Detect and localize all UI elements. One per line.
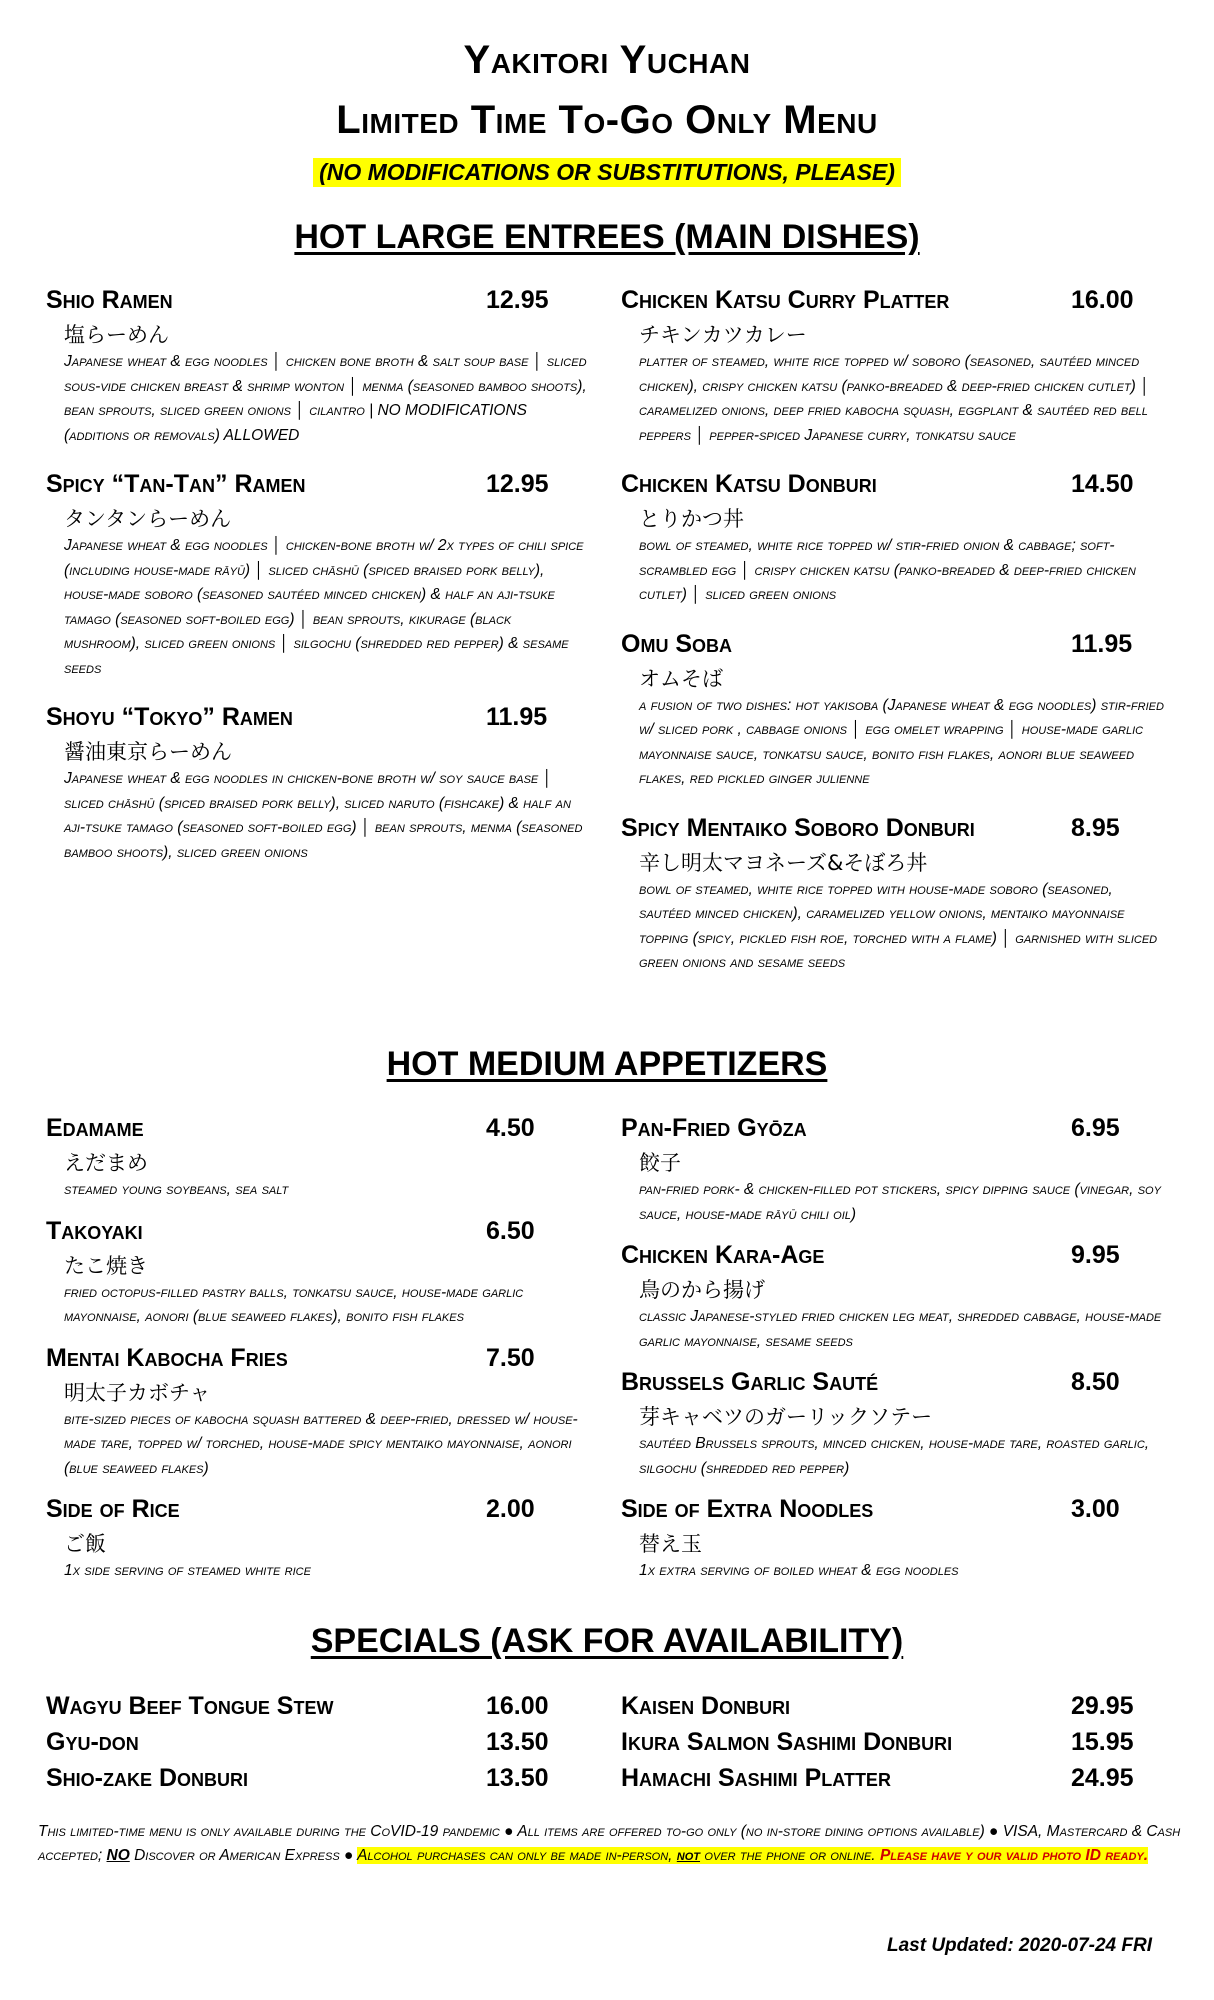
menu-item-price: 8.95 <box>1071 813 1120 842</box>
specials-left-column <box>46 1692 596 1800</box>
menu-item-description: 1x extra serving of boiled wheat & egg noodles <box>639 1562 959 1579</box>
menu-item-japanese-name: えだまめ <box>64 1151 148 1175</box>
menu-item-name: Mentai Kabocha Fries <box>46 1343 288 1372</box>
menu-item-name: Shoyu “Tokyo” Ramen <box>46 703 293 731</box>
menu-item-name: Edamame <box>46 1114 144 1142</box>
restaurant-title: Yakitori Yuchan <box>463 38 751 82</box>
special-item <box>46 1728 596 1764</box>
special-item-name: Ikura Salmon Sashimi Donburi <box>621 1728 953 1756</box>
menu-item-header <box>621 1495 1171 1527</box>
menu-item-name: Side of Rice <box>46 1495 180 1523</box>
menu-item-header <box>46 286 596 318</box>
menu-item-japanese-name: 塩らーめん <box>64 323 169 347</box>
special-item <box>46 1764 596 1800</box>
special-item-name: Gyu-don <box>46 1728 139 1756</box>
menu-item-header <box>46 470 596 502</box>
menu-item-japanese-name: チキンカツカレー <box>639 323 807 347</box>
menu-item-price: 6.95 <box>1071 1114 1120 1142</box>
menu-item <box>621 286 1171 448</box>
menu-item <box>621 470 1171 608</box>
special-item <box>621 1692 1171 1728</box>
menu-item-price: 9.95 <box>1071 1241 1120 1269</box>
menu-item-name: Omu Soba <box>621 629 733 658</box>
footer-no-word: NO <box>106 1847 130 1864</box>
menu-item-price: 3.00 <box>1071 1495 1120 1523</box>
menu-item-japanese-name: タンタンらーめん <box>64 507 232 531</box>
menu-item-japanese-name: 辛し明太マヨネーズ&そぼろ丼 <box>639 850 928 875</box>
menu-item-price: 4.50 <box>486 1114 535 1142</box>
menu-item-price: 2.00 <box>486 1495 535 1523</box>
menu-item-header <box>621 1241 1171 1273</box>
menu-item <box>621 1114 1171 1227</box>
entrees-left-column <box>46 286 596 887</box>
specials-heading-text: SPECIALS (ASK FOR AVAILABILITY) <box>310 1622 904 1660</box>
menu-item <box>621 1241 1171 1354</box>
menu-item-price: 14.50 <box>1071 470 1134 498</box>
menu-item <box>621 1368 1171 1481</box>
menu-item-name: Spicy Mentaiko Soboro Donburi <box>621 813 975 842</box>
menu-item-description: 1x side serving of steamed white rice <box>64 1562 311 1579</box>
photo-id-notice: Please have y our valid photo ID ready. <box>879 1847 1149 1864</box>
special-item-name: Hamachi Sashimi Platter <box>621 1764 891 1792</box>
specials-right-column <box>621 1692 1171 1800</box>
menu-item-header <box>621 814 1171 846</box>
entrees-heading-text: HOT LARGE ENTREES (MAIN DISHES) <box>294 218 920 256</box>
menu-item-description: bowl of steamed, white rice topped with house-made soboro (seasoned, sautéed minced chicken), caramelized yellow onions, mentaiko mayonnaise topping (spicy, pickled fish roe, torched with a flame) │ garnished with sliced green onions and sesame seeds <box>639 880 1158 971</box>
no-modifications-notice: (NO MODIFICATIONS OR SUBSTITUTIONS, PLEASE) <box>313 158 901 187</box>
special-item-price: 24.95 <box>1071 1764 1134 1792</box>
menu-item-name: Chicken Katsu Donburi <box>621 470 877 498</box>
special-item-price: 16.00 <box>486 1692 549 1720</box>
menu-item-japanese-name: 替え玉 <box>639 1532 702 1556</box>
menu-item <box>621 814 1171 976</box>
specials-heading <box>0 1622 1214 1661</box>
menu-item-japanese-name: ご飯 <box>64 1532 106 1556</box>
menu-item-name: Spicy “Tan-Tan” Ramen <box>46 470 306 498</box>
menu-item-japanese-name: 明太子カボチャ <box>64 1380 211 1405</box>
menu-item-price: 11.95 <box>1071 629 1133 658</box>
entrees-right-column <box>621 286 1171 998</box>
entrees-heading <box>0 218 1214 257</box>
menu-item-header <box>621 470 1171 502</box>
menu-item-description: a fusion of two dishes: hot yakisoba (Japanese wheat & egg noodles) stir-fried w/ sliced pork , cabbage onions │ egg omelet wrapping │ house-made garlic mayonnaise sauce, tonkatsu sauce, bonito fish flakes, aonori blue seaweed flakes, red pickled ginger julienne <box>639 696 1164 787</box>
menu-item <box>46 1217 596 1330</box>
menu-item <box>621 630 1171 792</box>
special-item-name: Wagyu Beef Tongue Stew <box>46 1692 334 1720</box>
menu-item-description: classic Japanese-styled fried chicken leg meat, shredded cabbage, house-made garlic mayonnaise, sesame seeds <box>639 1308 1162 1350</box>
menu-item-description: bite-sized pieces of kabocha squash battered & deep-fried, dressed w/ house-made tare, topped w/ torched, house-made spicy mentaiko mayonnaise, aonori (blue seaweed flakes) <box>64 1410 578 1477</box>
menu-item-name: Chicken Katsu Curry Platter <box>621 286 950 314</box>
menu-item-japanese-name: 醤油東京らーめん <box>64 740 232 764</box>
menu-item-name: Brussels Garlic Sauté <box>621 1368 879 1396</box>
appetizers-heading-text: HOT MEDIUM APPETIZERS <box>386 1045 828 1083</box>
special-item-price: 13.50 <box>486 1764 549 1792</box>
menu-item-header <box>46 703 596 735</box>
menu-item-name: Shio Ramen <box>46 286 173 314</box>
special-item <box>621 1764 1171 1800</box>
menu-item-japanese-name: たこ焼き <box>64 1253 148 1278</box>
menu-item <box>46 1344 596 1482</box>
menu-item-header <box>621 286 1171 318</box>
appetizers-left-column <box>46 1114 596 1598</box>
special-item-price: 13.50 <box>486 1728 549 1756</box>
special-item-name: Shio-zake Donburi <box>46 1764 248 1792</box>
menu-item-header <box>621 1114 1171 1146</box>
menu-item-header <box>46 1344 596 1376</box>
menu-item-description: pan-fried pork- & chicken-filled pot stickers, spicy dipping sauce (vinegar, soy sauce, house-made rāyū chili oil) <box>639 1181 1161 1223</box>
menu-item-japanese-name: とりかつ丼 <box>639 507 744 531</box>
menu-item-price: 6.50 <box>486 1216 535 1245</box>
menu-item-price: 12.95 <box>486 286 549 314</box>
menu-item-name: Chicken Kara-Age <box>621 1241 825 1269</box>
menu-item-header <box>621 630 1171 662</box>
menu-item-description: steamed young soybeans, sea salt <box>64 1181 289 1198</box>
notice-wrapper <box>0 158 1214 187</box>
menu-item <box>46 286 596 448</box>
special-item-name: Kaisen Donburi <box>621 1692 791 1720</box>
appetizers-heading <box>0 1045 1214 1084</box>
alcohol-not-word: not <box>676 1847 701 1864</box>
menu-item-header <box>46 1495 596 1527</box>
menu-item-header <box>46 1217 596 1249</box>
menu-item-price: 12.95 <box>486 470 549 498</box>
menu-item <box>46 1495 596 1584</box>
menu-item <box>46 703 596 865</box>
alcohol-text-b: over the phone or online. <box>700 1847 880 1864</box>
menu-item-header <box>621 1368 1171 1400</box>
menu-item-name: Takoyaki <box>46 1216 143 1245</box>
menu-item-description: bowl of steamed, white rice topped w/ stir-fried onion & cabbage; soft-scrambled egg │ crispy chicken katsu (panko-breaded & deep-fried chicken cutlet) │ sliced green onions <box>639 537 1136 603</box>
menu-item-description: Japanese wheat & egg noodles │ chicken bone broth & salt soup base │ sliced sous-vide chicken breast & shrimp wonton │ menma (seasoned bamboo shoots), bean sprouts, sliced green onions │ cilantro | NO MODIFICATIONS (additions or removals) ALLOWED <box>64 353 587 444</box>
special-item-price: 15.95 <box>1071 1728 1134 1756</box>
menu-item-japanese-name: 鳥のから揚げ <box>639 1278 765 1302</box>
footer-text-2: Discover or American Express ● <box>129 1847 358 1864</box>
menu-item <box>46 1114 596 1203</box>
menu-item-name: Pan-Fried Gyōza <box>621 1114 807 1142</box>
menu-item-description: sautéed Brussels sprouts, minced chicken, house-made tare, roasted garlic, silgochu (shredded red pepper) <box>639 1435 1150 1477</box>
menu-item-name: Side of Extra Noodles <box>621 1495 874 1523</box>
menu-item <box>46 470 596 681</box>
menu-item-description: fried octopus-filled pastry balls, tonkatsu sauce, house-made garlic mayonnaise, aonori (blue seaweed flakes), bonito fish flakes <box>64 1283 524 1325</box>
menu-item-description: Japanese wheat & egg noodles in chicken-bone broth w/ soy sauce base │ sliced chāshū (spiced braised pork belly), sliced naruto (fishcake) & half an aji-tsuke tamago (seasoned soft-boiled egg) │ bean sprouts, menma (seasoned bamboo shoots), sliced green onions <box>64 770 583 861</box>
menu-item-header <box>46 1114 596 1146</box>
menu-item <box>621 1495 1171 1584</box>
alcohol-text-a: Alcohol purchases can only be made in-person, <box>357 1847 677 1864</box>
menu-item-description: platter of steamed, white rice topped w/ soboro (seasoned, sautéed minced chicken), crispy chicken katsu (panko-breaded & deep-fried chicken cutlet) │ caramelized onions, deep fried kabocha squash, eggplant & sautéed red bell peppers │ pepper-spiced Japanese curry, tonkatsu sauce <box>639 353 1150 444</box>
appetizers-right-column <box>621 1114 1171 1598</box>
menu-item-japanese-name: 芽キャベツのガーリックソテー <box>639 1405 933 1429</box>
menu-item-price: 7.50 <box>486 1343 535 1372</box>
menu-item-price: 8.50 <box>1071 1368 1120 1396</box>
alcohol-notice <box>357 1847 1148 1864</box>
last-updated: Last Updated: 2020-07-24 FRI <box>886 1935 1152 1956</box>
special-item <box>621 1728 1171 1764</box>
menu-item-japanese-name: 餃子 <box>639 1151 681 1175</box>
footer-text-1: This limited-time menu is only available during the CoVID-19 pandemic ● All items are offered to-go only (no in-store dining options available) ● VISA, Mastercard & Cash accepted; <box>38 1823 1181 1864</box>
menu-item-description: Japanese wheat & egg noodles │ chicken-bone broth w/ 2x types of chili spice (including house-made rāyū) │ sliced chāshū (spiced braised pork belly), house-made soboro (seasoned sautéed minced chicken) & half an aji-tsuke tamago (seasoned soft-boiled egg) │ bean sprouts, kikurage (black mushroom), sliced green onions │ silgochu (shredded red pepper) & sesame seeds <box>64 537 584 677</box>
menu-item-price: 11.95 <box>486 703 548 731</box>
menu-item-japanese-name: オムそば <box>639 666 723 691</box>
footer-notes <box>38 1820 1183 1868</box>
menu-title: Limited Time To-Go Only Menu <box>336 98 878 142</box>
special-item-price: 29.95 <box>1071 1692 1134 1720</box>
menu-item-price: 16.00 <box>1071 286 1134 314</box>
special-item <box>46 1692 596 1728</box>
